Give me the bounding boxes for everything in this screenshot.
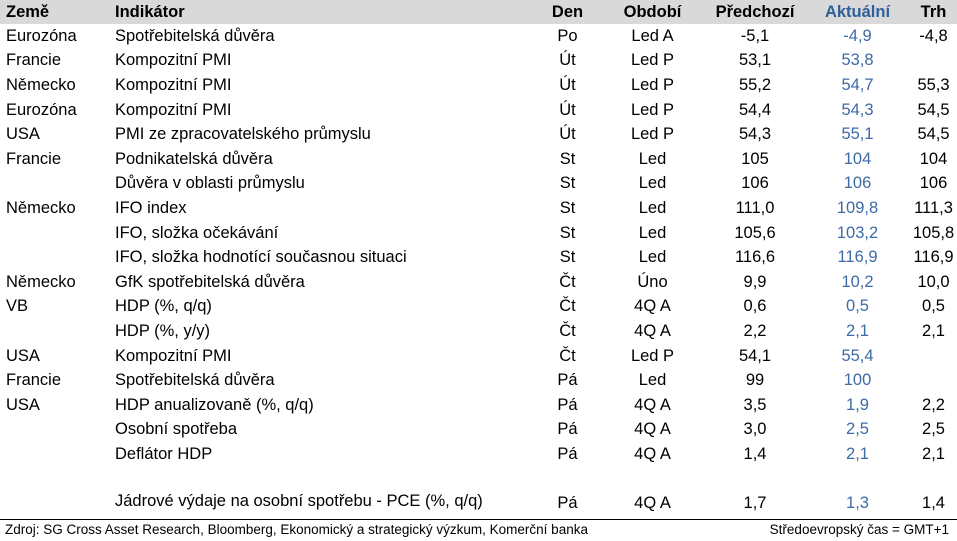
row-market [905, 344, 957, 369]
row-previous: 1,4 [743, 444, 767, 463]
row-period: 4Q A [634, 444, 671, 463]
row-previous: 99 [745, 371, 765, 390]
row-indicator: PMI ze zpracovatelského průmyslu [115, 125, 371, 144]
row-indicator: Podnikatelská důvěra [115, 149, 273, 168]
row-country [0, 467, 111, 514]
row-actual: 54,7 [841, 75, 874, 94]
row-indicator: Kompozitní PMI [115, 100, 232, 119]
row-actual: 2,1 [846, 321, 869, 340]
row-day: Čt [559, 272, 576, 291]
row-country: Německo [6, 198, 76, 217]
row-period: Led [638, 174, 667, 193]
row-previous: 105 [741, 149, 769, 168]
header-row [0, 0, 957, 24]
row-period: 4Q A [634, 395, 671, 414]
row-country: Francie [6, 371, 62, 390]
row-actual: 1,3 [846, 493, 869, 512]
row-period: Led P [630, 51, 675, 70]
row-day: Čt [559, 321, 576, 340]
row-previous: 116,6 [734, 248, 776, 267]
row-day: Pá [557, 371, 578, 390]
row-previous: 3,5 [743, 395, 767, 414]
row-day: Út [559, 51, 576, 70]
row-indicator: Kompozitní PMI [115, 346, 232, 365]
row-period: Led P [630, 100, 675, 119]
row-day: Pá [557, 493, 578, 512]
row-actual: 103,2 [836, 223, 879, 242]
header-market: Trh [905, 0, 957, 24]
table-row [0, 442, 957, 467]
row-previous: 111,0 [735, 198, 775, 217]
row-period: Led P [630, 346, 675, 365]
row-previous: 53,1 [738, 51, 772, 70]
row-actual: 0,5 [846, 297, 869, 316]
row-day: St [559, 248, 576, 267]
row-country: USA [6, 125, 40, 144]
row-day: Út [559, 100, 576, 119]
table-row [0, 73, 957, 98]
row-previous: 0,6 [743, 297, 767, 316]
row-actual: 2,1 [846, 444, 869, 463]
header-country: Země [0, 0, 111, 24]
row-indicator: Důvěra v oblasti průmyslu [115, 174, 305, 193]
row-actual: 55,1 [841, 125, 874, 144]
row-market: 104 [919, 149, 948, 168]
table-row [0, 368, 957, 393]
row-country [0, 221, 111, 246]
table-row [0, 98, 957, 123]
row-indicator: Deflátor HDP [115, 444, 213, 463]
row-previous: 54,4 [738, 100, 772, 119]
table-row [0, 196, 957, 221]
row-period: Led P [630, 125, 675, 144]
row-previous: 54,1 [738, 346, 772, 365]
row-period: 4Q A [634, 321, 671, 340]
row-market: 2,1 [922, 444, 945, 463]
row-period: Led [638, 371, 667, 390]
row-market: -4,8 [919, 26, 948, 45]
table-row [0, 172, 957, 197]
row-indicator: HDP anualizovaně (%, q/q) [115, 395, 314, 414]
row-indicator: Kompozitní PMI [115, 75, 232, 94]
row-previous: -5,1 [740, 26, 770, 45]
table-body [0, 24, 957, 514]
table-row [0, 393, 957, 418]
row-market: 55,3 [917, 75, 950, 94]
row-actual: 10,2 [841, 272, 874, 291]
row-market: 116,9 [913, 248, 954, 267]
row-country: Eurozóna [6, 100, 77, 119]
header-day: Den [530, 0, 605, 24]
row-previous: 106 [741, 174, 769, 193]
row-day: Čt [559, 297, 576, 316]
row-day: Út [559, 125, 576, 144]
row-market: 54,5 [917, 100, 950, 119]
row-indicator: HDP (%, q/q) [115, 297, 212, 316]
table-row [0, 319, 957, 344]
table-row [0, 24, 957, 49]
row-day: St [559, 198, 576, 217]
timezone-note: Středoevropský čas = GMT+1 [769, 522, 949, 537]
row-day: St [559, 174, 576, 193]
row-day: Út [559, 75, 576, 94]
row-country: Německo [6, 75, 76, 94]
row-actual: 100 [843, 371, 872, 390]
header-period: Období [605, 0, 700, 24]
row-previous: 1,7 [743, 493, 767, 512]
table-row [0, 418, 957, 443]
row-market: 1,4 [922, 493, 945, 512]
row-actual: 53,8 [841, 51, 874, 70]
source-note: Zdroj: SG Cross Asset Research, Bloomberg, Ekonomický a strategický výzkum, Komerční banka [5, 522, 588, 537]
row-country [0, 442, 111, 467]
row-indicator: IFO, složka hodnotící současnou situaci [115, 248, 407, 267]
row-country: USA [6, 395, 40, 414]
row-market [905, 368, 957, 393]
row-period: Úno [637, 272, 668, 291]
row-period: Led A [631, 26, 674, 45]
table-row [0, 344, 957, 369]
row-country [0, 418, 111, 443]
row-country: Německo [6, 272, 76, 291]
table-row [0, 49, 957, 74]
row-indicator: Spotřebitelská důvěra [115, 26, 275, 45]
row-period: 4Q A [634, 420, 671, 439]
row-previous: 105,6 [734, 223, 776, 242]
row-period: Led [638, 223, 667, 242]
row-actual: 1,9 [846, 395, 869, 414]
row-indicator: Osobní spotřeba [115, 420, 237, 439]
row-day: Pá [557, 444, 578, 463]
row-actual: 54,3 [841, 100, 874, 119]
row-market: 2,5 [922, 420, 945, 439]
row-day: Pá [557, 395, 578, 414]
row-previous: 54,3 [738, 125, 772, 144]
row-actual: -4,9 [843, 26, 872, 45]
row-period: 4Q A [634, 297, 671, 316]
row-indicator: HDP (%, y/y) [115, 321, 211, 340]
row-country: VB [6, 297, 29, 316]
row-market: 105,8 [912, 223, 955, 242]
row-indicator: Spotřebitelská důvěra [115, 371, 275, 390]
row-indicator: GfK spotřebitelská důvěra [115, 272, 305, 291]
row-actual: 55,4 [841, 346, 874, 365]
table-row [0, 467, 957, 514]
table-row [0, 295, 957, 320]
header-previous: Předchozí [700, 0, 810, 24]
row-actual: 106 [843, 174, 872, 193]
table-row [0, 221, 957, 246]
row-actual: 2,5 [846, 420, 869, 439]
row-indicator: IFO, složka očekávání [115, 223, 279, 242]
row-previous: 55,2 [738, 75, 772, 94]
row-country: Francie [6, 149, 62, 168]
row-country [0, 319, 111, 344]
header-actual: Aktuální [810, 0, 905, 24]
row-previous: 3,0 [743, 420, 767, 439]
row-period: 4Q A [634, 493, 671, 512]
header-indicator: Indikátor [111, 0, 530, 24]
row-actual: 104 [843, 149, 872, 168]
row-market: 2,1 [922, 321, 945, 340]
row-day: Pá [557, 420, 578, 439]
row-day: St [559, 223, 576, 242]
row-actual: 116,9 [837, 248, 878, 267]
row-day: Čt [559, 346, 576, 365]
row-market: 10,0 [917, 272, 950, 291]
table-row [0, 122, 957, 147]
row-market: 0,5 [922, 297, 945, 316]
row-indicator: Kompozitní PMI [115, 51, 232, 70]
row-market [905, 49, 957, 74]
row-period: Led [638, 248, 667, 267]
table-row [0, 147, 957, 172]
row-actual: 109,8 [836, 198, 879, 217]
row-previous: 9,9 [743, 272, 767, 291]
table-row [0, 245, 957, 270]
footer [0, 519, 957, 541]
row-period: Led P [630, 75, 675, 94]
row-previous: 2,2 [743, 321, 767, 340]
row-market: 2,2 [922, 395, 945, 414]
row-day: Po [557, 26, 578, 45]
row-country [0, 245, 111, 270]
row-period: Led [638, 149, 667, 168]
row-period: Led [638, 198, 667, 217]
row-country: USA [6, 346, 40, 365]
row-country: Francie [6, 51, 62, 70]
row-country [0, 172, 111, 197]
row-market: 111,3 [914, 198, 953, 217]
row-country: Eurozóna [6, 26, 77, 45]
row-market: 106 [919, 174, 948, 193]
table-row [0, 270, 957, 295]
row-indicator: Jádrové výdaje na osobní spotřebu - PCE (%, q/q) [115, 491, 483, 510]
row-market: 54,5 [917, 125, 950, 144]
row-day: St [559, 149, 576, 168]
row-indicator: IFO index [115, 198, 187, 217]
